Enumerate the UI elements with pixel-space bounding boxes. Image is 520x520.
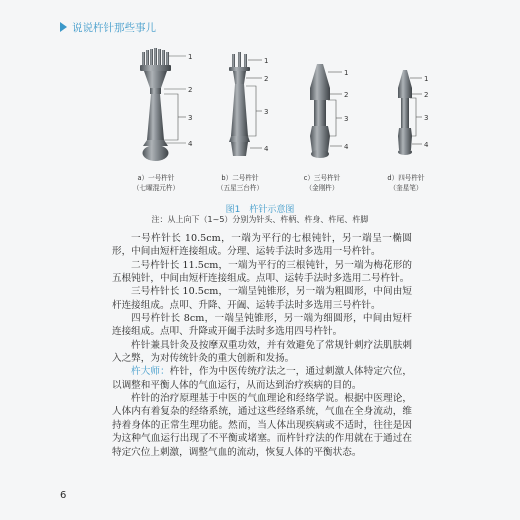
callout-c-1: 1 [344,69,349,77]
paragraph-principle: 杵针的治疗原理基于中医的气血理论和经络学说。根据中医理论，人体内有着复杂的经络系统，通过这些经络系统，气血在全身流动，维持着身体的正常生理功能。然而，当人体出现疾病或不适时，往往是因为这种气血运行出现了不平衡或堵塞。而杵针疗法的作用就在于通过在特定穴位上刺激，调整气血的流动，恢复人体的平衡状态。 [112,393,412,458]
figure-title: 图1 杵针示意图 [225,205,295,215]
triangle-marker-icon [60,22,67,32]
callout-d-3: 3 [424,114,429,122]
callout-a-4: 4 [188,140,193,148]
callout-b-1: 1 [264,57,269,65]
needle-c-label: c）三号杵针 [303,174,341,182]
needle-figure [60,40,480,200]
callout-d-4: 4 [424,141,429,149]
needle-b-drawing [229,52,250,156]
callout-c-2: 2 [344,91,349,99]
dialogue-paragraph [112,365,412,392]
callout-d-2: 2 [424,91,429,99]
callout-b-2: 2 [264,75,269,83]
page-number: 6 [60,490,67,501]
callout-d-1: 1 [424,75,429,83]
paragraph-needle-3: 三号杵针长 10.5cm，一端呈钝锥形，另一端为粗圆形，中间由短杆连接组成。点叩、升降、开阖、运转手法时多选用三号杵针。 [112,286,412,311]
callout-a-3: 3 [188,114,193,122]
running-header [60,20,156,35]
callout-c-3: 3 [344,115,349,123]
dialogue-text: 杵针，作为中医传统疗法之一，通过刺激人体特定穴位，以调整和平衡人体的气血运行，从而达到治疗疾病的目的。 [112,366,413,391]
needle-d-drawing [398,70,412,155]
speaker-label: 杵大师： [131,366,170,378]
needle-b-alias: （五星三台杵） [216,184,264,192]
needle-c-drawing [310,64,330,158]
body-text [112,232,412,459]
figure-note: 注：从上向下（1~5）分别为针头、杵柄、杵身、杵尾、杵脚 [151,215,369,224]
needle-b-label: b）二号杵针 [221,174,259,182]
needle-d-alias: （奎星笔） [389,184,423,192]
callout-b-3: 3 [264,108,269,116]
paragraph-needle-2: 二号杵针长 11.5cm，一端为平行的三根钝针，另一端为梅花形的五根钝针，中间由短杆连接组成。点叩、运转手法时多选用二号杵针。 [112,259,412,285]
paragraph-summary: 杵针兼具针灸及按摩双重功效，并有效避免了常规针刺疗法肌肤刺入之弊，为对传统针灸的重大创新和发扬。 [112,339,412,365]
needle-c-alias: （金刚杵） [305,184,339,192]
callout-b-4: 4 [264,145,269,153]
paragraph-needle-1: 一号杵针长 10.5cm，一端为平行的七根钝针，另一端呈一椭圆形，中间由短杆连接组成。分理、运转手法时多选用一号杵针。 [112,233,412,258]
section-title: 说说杵针那些事儿 [72,22,156,34]
needle-d-label: d）四号杵针 [387,174,425,182]
callout-a-1: 1 [188,53,193,61]
needle-a-label: a）一号杵针 [137,174,175,182]
paragraph-needle-4: 四号杵针长 8cm，一端呈钝锥形，另一端为细圆形，中间由短杆连接组成。点叩、升降或开阖手法时多选用四号杵针。 [112,313,412,338]
needle-a-drawing [140,48,171,161]
needle-a-alias: （七曜混元杵） [132,184,180,192]
callout-a-2: 2 [188,86,193,94]
callout-c-4: 4 [344,143,349,151]
